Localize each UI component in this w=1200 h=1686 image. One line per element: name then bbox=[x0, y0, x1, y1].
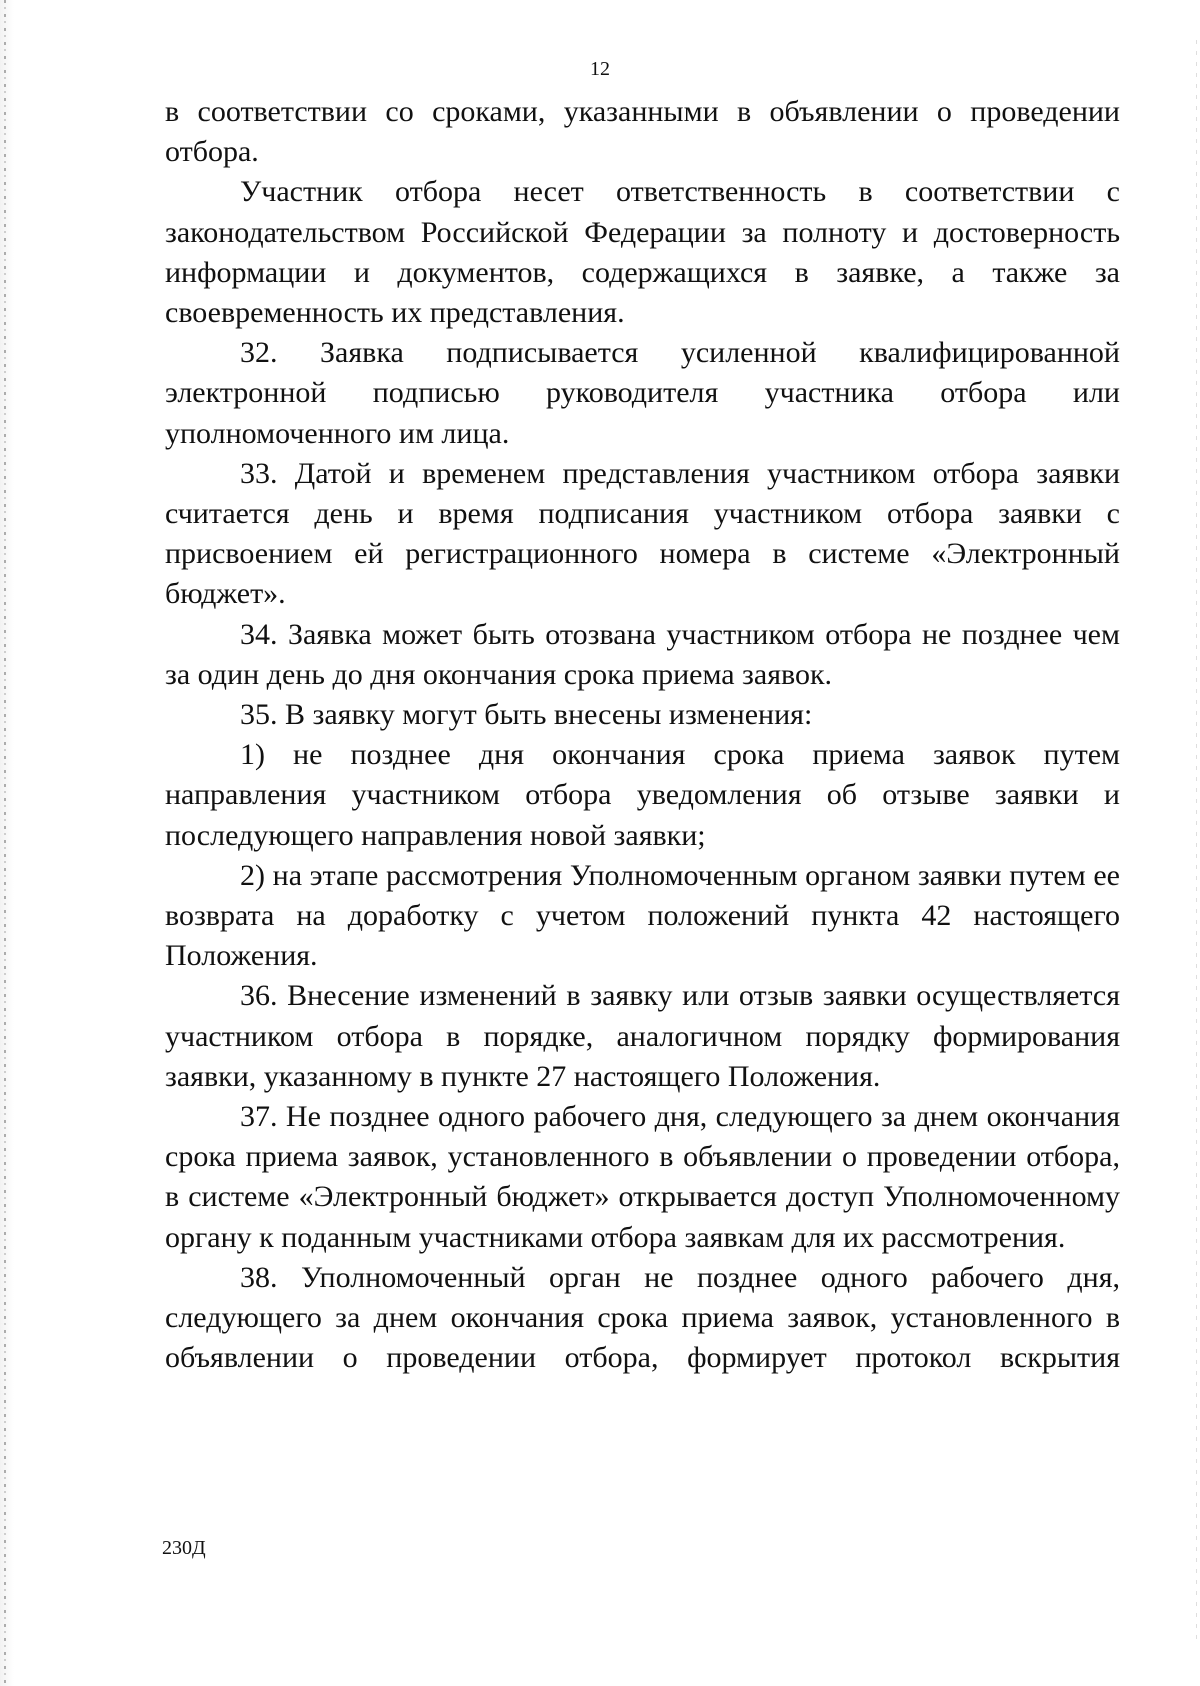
paragraph: 34. Заявка может быть отозвана участником отбора не позднее чем за один день до дня окончания срока приема заявок. bbox=[165, 617, 1120, 691]
paragraph: 35. В заявку могут быть внесены изменения: bbox=[240, 698, 813, 732]
paragraph: Участник отбора несет ответственность в соответствии с законодательством Российской Федерации за полноту и достоверность информации и документов, содержащихся в заявке, а также за своевременность их представления. bbox=[165, 175, 1120, 330]
paragraph: в соответствии со сроками, указанными в объявлении о проведении отбора. bbox=[165, 95, 1120, 169]
paragraph: 33. Датой и временем представления участником отбора заявки считается день и время подписания участником отбора заявки с присвоением ей регистрационного номера в системе «Электронный бюджет». bbox=[165, 456, 1120, 611]
scan-edge-right bbox=[1192, 40, 1200, 1640]
paragraph: 2) на этапе рассмотрения Уполномоченным органом заявки путем ее возврата на доработку с учетом положений пункта 42 настоящего Положения. bbox=[165, 858, 1120, 973]
footer-code: 230Д bbox=[162, 1537, 206, 1559]
paragraph: 37. Не позднее одного рабочего дня, следующего за днем окончания срока приема заявок, установленного в объявлении о проведении отбора, в системе «Электронный бюджет» открывается доступ Уполномоченному органу к поданным участниками отбора заявкам для их рассмотрения. bbox=[165, 1100, 1120, 1254]
paragraph: 36. Внесение изменений в заявку или отзыв заявки осуществляется участником отбора в порядке, аналогичном порядку формирования заявки, указанному в пункте 27 настоящего Положения. bbox=[165, 979, 1120, 1093]
page-number: 12 bbox=[590, 58, 610, 80]
document-body bbox=[165, 92, 1120, 1379]
paragraph: 38. Уполномоченный орган не позднее одного рабочего дня, следующего за днем окончания срока приема заявок, установленного в объявлении о проведении отбора, формирует протокол вскрытия bbox=[165, 1260, 1120, 1375]
paragraph: 1) не позднее дня окончания срока приема заявок путем направления участником отбора уведомления об отзыве заявки и последующего направления новой заявки; bbox=[165, 738, 1120, 852]
scan-edge-left bbox=[0, 0, 14, 1686]
paragraph: 32. Заявка подписывается усиленной квалифицированной электронной подписью руководителя участника отбора или уполномоченного им лица. bbox=[165, 336, 1120, 450]
